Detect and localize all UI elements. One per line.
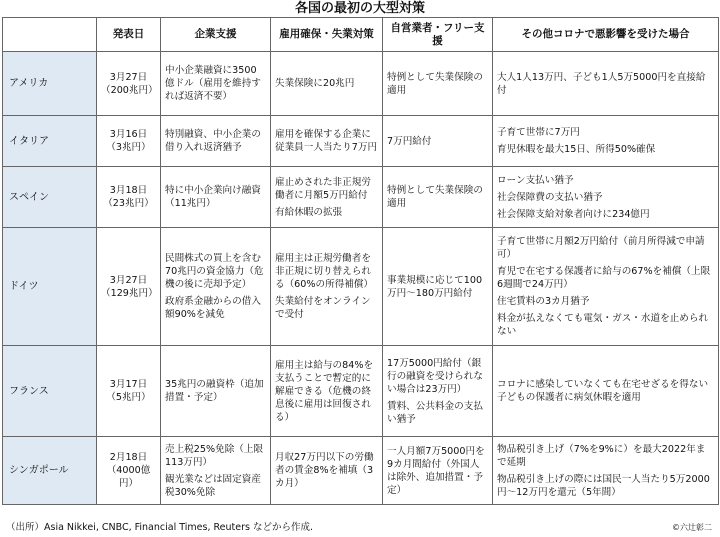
selfemployed-item: 一人月額7万5000円を9カ月間給付（外国人は除外、追加措置・予定） xyxy=(387,445,485,496)
employment-item: 雇用主は給与の84%を支払うことで暫定的に解雇できる（危機の終息後に雇用は回復される） xyxy=(275,359,374,423)
other-item: 物品税引き上げの際には国民一人当たり5万2000円～12万円を還元（5年間） xyxy=(497,473,710,498)
employment-item: 雇用主は正規労働者を非正規に切り替えられる（60%の所得補償） xyxy=(275,253,374,290)
package-amount: （4000億円） xyxy=(106,465,151,489)
table-row xyxy=(3,116,719,167)
table-row xyxy=(3,228,719,346)
employment-item: 失業保険に20兆円 xyxy=(275,78,355,89)
header-row xyxy=(3,18,719,52)
corporate-item: 35兆円の融資枠（追加措置・予定） xyxy=(165,379,264,403)
selfemployed-cell xyxy=(383,228,493,346)
package-amount: （5兆円） xyxy=(106,392,151,403)
header-date: 発表日 xyxy=(97,18,161,52)
other-item: 育児休暇を最大15日、所得50%確保 xyxy=(497,144,656,155)
corporate-cell xyxy=(161,167,271,228)
other-item: 料金が払えなくても電気・ガス・水道を止められない xyxy=(497,313,709,337)
country-cell: イタリア xyxy=(3,116,97,167)
policy-table xyxy=(2,17,719,505)
corporate-cell xyxy=(161,52,271,116)
date-cell xyxy=(97,228,161,346)
selfemployed-cell xyxy=(383,116,493,167)
announce-date: 3月27日 xyxy=(109,274,148,286)
page-title: 各国の最初の大型対策 xyxy=(294,1,425,16)
date-cell xyxy=(97,346,161,437)
other-item: 大人1人13万円、子ども1人5万5000円を直接給付 xyxy=(497,71,706,96)
employment-item: 失業給付をオンラインで受付 xyxy=(275,296,371,320)
employment-item: 有給休暇の拡張 xyxy=(275,206,343,218)
table-row xyxy=(3,346,719,437)
other-item: 子育て世帯に7万円 xyxy=(497,127,580,138)
corporate-item: 観光業などは固定資産税30%免除 xyxy=(165,473,261,498)
employment-item: 雇止めされた非正規労働者に月額5万円給付 xyxy=(275,176,371,201)
country-cell: ドイツ xyxy=(3,228,97,346)
credit: ©六辻彰二 xyxy=(672,523,712,532)
header-employment: 雇用確保・失業対策 xyxy=(271,18,383,52)
announce-date: 3月16日 xyxy=(109,129,148,140)
package-amount: （129兆円） xyxy=(101,287,158,299)
selfemployed-item: 7万円給付 xyxy=(387,135,432,147)
header-country xyxy=(3,18,97,52)
selfemployed-item: 賃料、公共料金の支払い猶予 xyxy=(387,400,483,425)
package-amount: （200兆円） xyxy=(101,84,158,96)
announce-date: 3月27日 xyxy=(109,71,148,83)
selfemployed-cell xyxy=(383,52,493,116)
corporate-item: 特別融資、中小企業の借り入れ返済猶予 xyxy=(165,129,261,153)
table-body xyxy=(3,52,719,505)
other-cell xyxy=(493,437,719,505)
table-row xyxy=(3,167,719,228)
corporate-cell xyxy=(161,346,271,437)
other-item: ローン支払い猶予 xyxy=(497,174,574,186)
corporate-item: 中小企業融資に3500億ドル（雇用を維持すれば返済不要） xyxy=(165,65,261,102)
corporate-item: 特に中小企業向け融資（11兆円） xyxy=(165,185,261,209)
header-selfemployed: 自営業者・フリー支援 xyxy=(383,18,493,52)
employment-cell xyxy=(271,116,383,167)
employment-item: 雇用を確保する企業に従業員一人当たり7万円 xyxy=(275,129,378,153)
date-cell xyxy=(97,437,161,505)
employment-cell xyxy=(271,52,383,116)
selfemployed-cell xyxy=(383,167,493,228)
corporate-cell xyxy=(161,116,271,167)
employment-cell xyxy=(271,346,383,437)
package-amount: （23兆円） xyxy=(103,198,154,209)
other-cell xyxy=(493,346,719,437)
corporate-cell xyxy=(161,228,271,346)
announce-date: 3月17日 xyxy=(109,379,148,390)
selfemployed-item: 事業規模に応じて100万円～180万円給付 xyxy=(387,274,483,299)
corporate-item: 政府系金融からの借入額90%を減免 xyxy=(165,296,261,320)
package-amount: （3兆円） xyxy=(106,142,151,153)
other-cell xyxy=(493,116,719,167)
other-item: 社会保障費の支払い猶予 xyxy=(497,191,603,203)
other-cell xyxy=(493,52,719,116)
header-corporate: 企業支援 xyxy=(161,18,271,52)
employment-cell xyxy=(271,167,383,228)
corporate-item: 売上税25%免除（上限113万円） xyxy=(165,443,264,468)
other-item: 育児で在宅する保護者に給与の67%を補償（上限6週間で24万円） xyxy=(497,266,711,290)
announce-date: 2月18日 xyxy=(109,452,148,463)
other-item: コロナに感染していなくても在宅せざるを得ない子どもの保護者に病気休暇を適用 xyxy=(497,379,709,403)
country-cell: シンガポール xyxy=(3,437,97,505)
country-cell: フランス xyxy=(3,346,97,437)
date-cell xyxy=(97,116,161,167)
employment-cell xyxy=(271,228,383,346)
other-item: 社会保障支給対象者向けに234億円 xyxy=(497,208,650,220)
other-item: 物品税引き上げ（7%を9%に）を最大2022年まで延期 xyxy=(497,443,706,468)
date-cell xyxy=(97,52,161,116)
selfemployed-item: 特例として失業保険の適用 xyxy=(387,71,483,96)
announce-date: 3月18日 xyxy=(109,185,148,196)
source-note: （出所）Asia Nikkei, CNBC, Financial Times, Reuters などから作成. xyxy=(6,522,313,533)
selfemployed-cell xyxy=(383,346,493,437)
other-item: 子育て世帯に月額2万円給付（前月所得減で申請可） xyxy=(497,236,705,260)
other-item: 住宅賃料の3カ月猶予 xyxy=(497,296,590,307)
country-cell: アメリカ xyxy=(3,52,97,116)
selfemployed-item: 17万5000円給付（銀行の融資を受けられない場合は23万円） xyxy=(387,357,483,395)
other-cell xyxy=(493,167,719,228)
employment-item: 月収27万円以下の労働者の賃金8%を補填（3カ月） xyxy=(275,452,374,489)
other-cell xyxy=(493,228,719,346)
date-cell xyxy=(97,167,161,228)
selfemployed-item: 特例として失業保険の適用 xyxy=(387,185,483,209)
table-row xyxy=(3,52,719,116)
employment-cell xyxy=(271,437,383,505)
country-cell: スペイン xyxy=(3,167,97,228)
header-other: その他コロナで悪影響を受けた場合 xyxy=(493,18,719,52)
corporate-cell xyxy=(161,437,271,505)
table-row xyxy=(3,437,719,505)
corporate-item: 民間株式の買上を含む70兆円の資金協力（危機の後に売却予定） xyxy=(165,253,264,290)
selfemployed-cell xyxy=(383,437,493,505)
